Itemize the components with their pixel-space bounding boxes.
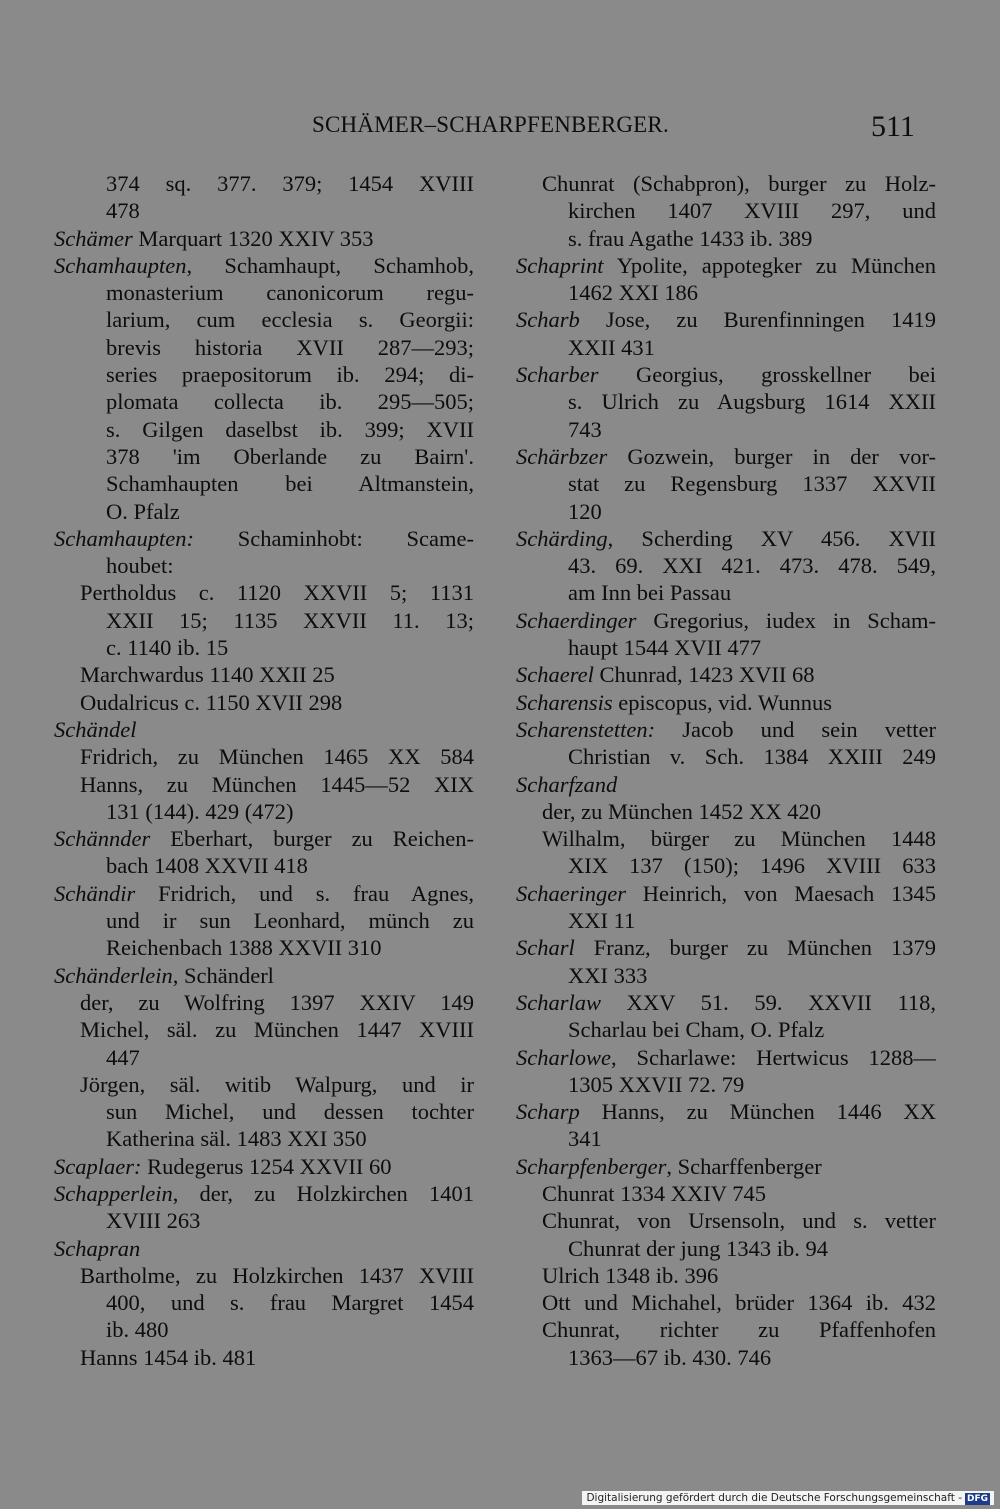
entry-keyword: Schändel (54, 716, 137, 742)
index-line (516, 1071, 936, 1098)
index-line (516, 634, 936, 661)
entry-text: Gozwein, burger in der vor- (607, 443, 936, 469)
index-line (516, 498, 936, 525)
index-line (516, 552, 936, 579)
index-line (54, 1044, 474, 1071)
index-entry (516, 880, 936, 907)
index-line (54, 934, 474, 961)
entry-keyword: Scharlaw (516, 989, 602, 1015)
entry-keyword: Scharl (516, 935, 575, 961)
index-line (516, 1289, 936, 1316)
index-entry (516, 689, 936, 716)
index-line (54, 334, 474, 361)
index-entry (516, 443, 936, 470)
index-line (54, 197, 474, 224)
index-line (54, 798, 474, 825)
index-line (54, 607, 474, 634)
entry-text: Schaminhobt: Scame- (193, 525, 474, 551)
entry-text: XXII 431 (568, 334, 655, 360)
entry-keyword: Scharb (516, 307, 580, 333)
entry-text: plomata collecta ib. 295—505; (106, 389, 474, 415)
entry-text: Jacob und sein vetter (655, 716, 936, 742)
entry-text: 400, und s. frau Margret 1454 (106, 1290, 474, 1316)
index-entry (516, 252, 936, 279)
entry-text: 378 'im Oberlande zu Bairn'. (106, 443, 474, 469)
entry-text: Heinrich, von Maesach 1345 (625, 880, 936, 906)
entry-text: 478 (106, 198, 140, 224)
entry-keyword: Scharenstetten: (516, 716, 656, 742)
entry-keyword: Scharp (516, 1099, 580, 1125)
entry-text: Scharlau bei Cham, O. Pfalz (568, 1017, 825, 1043)
entry-text: der, zu Wolfring 1397 XXIV 149 (80, 989, 474, 1015)
index-line (54, 771, 474, 798)
entry-text: houbet: (106, 553, 174, 579)
entry-keyword: Scharpfenberger (516, 1153, 667, 1179)
entry-text: Ott und Michahel, brüder 1364 ib. 432 (542, 1290, 936, 1316)
entry-text: , Scherding XV 456. XVII (607, 525, 936, 551)
entry-text: haupt 1544 XVII 477 (568, 635, 762, 661)
index-line (516, 470, 936, 497)
index-line (54, 1125, 474, 1152)
entry-text: , Scharffenberger (666, 1153, 822, 1179)
dfg-logo: DFG (966, 1494, 988, 1504)
entry-text: Marquart 1320 XXIV 353 (132, 225, 374, 251)
left-column (54, 170, 474, 1371)
index-line (54, 498, 474, 525)
index-entry (54, 1235, 474, 1262)
index-line (54, 388, 474, 415)
index-line (516, 1262, 936, 1289)
index-line (54, 689, 474, 716)
entry-text: brevis historia XVII 287—293; (106, 334, 474, 360)
entry-text: der, zu München 1452 XX 420 (542, 798, 822, 824)
entry-keyword: Schapran (54, 1235, 141, 1261)
entry-text: , der, zu Holzkirchen 1401 (172, 1180, 474, 1206)
index-line (54, 1071, 474, 1098)
index-line (54, 743, 474, 770)
index-entry (516, 306, 936, 333)
entry-text: Christian v. Sch. 1384 XXIII 249 (568, 744, 936, 770)
entry-text: Pertholdus c. 1120 XXVII 5; 1131 (80, 580, 474, 606)
index-line (516, 1344, 936, 1371)
index-entry (54, 825, 474, 852)
entry-text: Franz, burger zu München 1379 (574, 935, 936, 961)
index-line (516, 197, 936, 224)
entry-text: s. Gilgen daselbst ib. 399; XVII (106, 416, 474, 442)
entry-text: XXV 51. 59. XXVII 118, (601, 989, 936, 1015)
entry-text: Katherina säl. 1483 XXI 350 (106, 1126, 367, 1152)
entry-text: ib. 480 (106, 1317, 169, 1343)
entry-keyword: Schänderlein (54, 962, 173, 988)
index-line (516, 334, 936, 361)
entry-text: kirchen 1407 XVIII 297, und (568, 198, 936, 224)
index-line (516, 388, 936, 415)
entry-text: Chunrat, richter zu Pfaffenhofen (542, 1317, 936, 1343)
entry-text: s. frau Agathe 1433 ib. 389 (568, 225, 813, 251)
index-entry (516, 1098, 936, 1125)
entry-text: 120 (568, 498, 602, 524)
entry-text: Gregorius, iudex in Scham- (636, 607, 936, 633)
right-column (516, 170, 936, 1371)
index-entry (54, 1153, 474, 1180)
index-entry (54, 525, 474, 552)
entry-keyword: Schaeringer (516, 880, 626, 906)
page-header (0, 110, 1000, 150)
entry-text: monasterium canonicorum regu- (106, 280, 474, 306)
index-line (516, 1235, 936, 1262)
entry-text: XXI 11 (568, 908, 636, 934)
entry-text: c. 1140 ib. 15 (106, 635, 229, 661)
index-line (516, 1125, 936, 1152)
entry-keyword: Schapperlein (54, 1180, 173, 1206)
entry-text: Georgius, grosskellner bei (598, 362, 936, 388)
entry-text: bach 1408 XXVII 418 (106, 853, 308, 879)
entry-keyword: Schaprint (516, 252, 604, 278)
entry-text: Oudalricus c. 1150 XVII 298 (80, 689, 343, 715)
entry-keyword: Schännder (54, 826, 151, 852)
entry-keyword: Schärding (516, 525, 608, 551)
entry-keyword: Schamhaupten: (54, 525, 194, 551)
index-line (54, 306, 474, 333)
entry-text: Chunrat 1334 XXIV 745 (542, 1180, 766, 1206)
entry-keyword: Schärbzer (516, 443, 608, 469)
index-line (516, 579, 936, 606)
index-line (54, 1316, 474, 1343)
index-entry (516, 934, 936, 961)
entry-text: 341 (568, 1126, 602, 1152)
entry-text: Hanns, zu München 1445—52 XIX (80, 771, 474, 797)
entry-keyword: Schämer (54, 225, 133, 251)
entry-text: Reichenbach 1388 XXVII 310 (106, 935, 382, 961)
index-entry (516, 607, 936, 634)
entry-text: 1363—67 ib. 430. 746 (568, 1344, 772, 1370)
index-line (54, 416, 474, 443)
entry-keyword: Schamhaupten (54, 252, 187, 278)
entry-text: XIX 137 (150); 1496 XVIII 633 (568, 853, 936, 879)
index-entry (516, 989, 936, 1016)
index-line (516, 962, 936, 989)
entry-text: am Inn bei Passau (568, 580, 732, 606)
index-entry (54, 1180, 474, 1207)
index-line (54, 1207, 474, 1234)
entry-text: Fridrich, und s. frau Agnes, (135, 880, 474, 906)
entry-text: Hanns 1454 ib. 481 (80, 1344, 257, 1370)
index-entry (516, 1153, 936, 1180)
entry-text: 743 (568, 416, 602, 442)
entry-text: series praepositorum ib. 294; di- (106, 362, 474, 388)
index-line (516, 1207, 936, 1234)
index-entry (516, 716, 936, 743)
index-line (516, 225, 936, 252)
index-line (54, 443, 474, 470)
index-entry (516, 361, 936, 388)
index-line (54, 470, 474, 497)
index-entry (516, 1044, 936, 1071)
index-line (516, 170, 936, 197)
footer-credit (582, 1491, 994, 1505)
index-line (54, 634, 474, 661)
index-line (54, 170, 474, 197)
index-line (516, 798, 936, 825)
entry-text: XXI 333 (568, 962, 648, 988)
entry-text: Chunrad, 1423 XVII 68 (593, 662, 815, 688)
entry-text: 1305 XXVII 72. 79 (568, 1071, 745, 1097)
index-entry (516, 661, 936, 688)
entry-text: Michel, säl. zu München 1447 XVIII (80, 1017, 474, 1043)
entry-text: , Scharlawe: Hertwicus 1288— (611, 1044, 936, 1070)
entry-text: Schamhaupten bei Altmanstein, (106, 471, 474, 497)
entry-text: Jose, zu Burenfinningen 1419 (579, 307, 936, 333)
entry-text: 1462 XXI 186 (568, 280, 698, 306)
index-line (516, 1316, 936, 1343)
index-entry (54, 225, 474, 252)
running-title: SCHÄMER–SCHARPFENBERGER. (312, 112, 669, 137)
index-line (54, 552, 474, 579)
index-line (54, 1016, 474, 1043)
index-line (516, 743, 936, 770)
index-entry (54, 252, 474, 279)
entry-text: 374 sq. 377. 379; 1454 XVIII (106, 171, 474, 196)
entry-keyword: Scharensis (516, 689, 613, 715)
index-line (54, 1289, 474, 1316)
entry-keyword: Schändir (54, 880, 136, 906)
page-number: 511 (871, 110, 915, 143)
index-line (54, 907, 474, 934)
entry-text: sun Michel, und dessen tochter (106, 1099, 474, 1125)
entry-text: Rudegerus 1254 XXVII 60 (141, 1153, 392, 1179)
index-line (516, 279, 936, 306)
index-entry (516, 525, 936, 552)
entry-text: Jörgen, säl. witib Walpurg, und ir (80, 1071, 474, 1097)
entry-text: Chunrat, von Ursensoln, und s. vetter (542, 1208, 936, 1234)
entry-text: Eberhart, burger zu Reichen- (150, 826, 474, 852)
entry-text: Chunrat (Schabpron), burger zu Holz- (542, 171, 936, 196)
entry-keyword: Scharfzand (516, 771, 618, 797)
index-line (54, 989, 474, 1016)
footer-text: Digitalisierung gefördert durch die Deutsche Forschungsgemeinschaft - (586, 1492, 962, 1504)
entry-text: Hanns, zu München 1446 XX (579, 1099, 936, 1125)
entry-text: XXII 15; 1135 XXVII 11. 13; (106, 607, 474, 633)
index-line (54, 579, 474, 606)
index-line (516, 907, 936, 934)
entry-text: stat zu Regensburg 1337 XXVII (568, 471, 936, 497)
entry-text: 43. 69. XXI 421. 473. 478. 549, (568, 553, 936, 579)
index-line (54, 1344, 474, 1371)
entry-text: Chunrat der jung 1343 ib. 94 (568, 1235, 828, 1261)
entry-text: Wilhalm, bürger zu München 1448 (542, 826, 936, 852)
index-line (516, 416, 936, 443)
index-line (516, 852, 936, 879)
entry-text: , Schänderl (172, 962, 274, 988)
entry-text: Bartholme, zu Holzkirchen 1437 XVIII (80, 1262, 474, 1288)
index-entry (54, 962, 474, 989)
index-line (54, 1262, 474, 1289)
index-entry (54, 880, 474, 907)
entry-keyword: Schaerel (516, 662, 594, 688)
entry-text: Marchwardus 1140 XXII 25 (80, 662, 335, 688)
entry-text: 131 (144). 429 (472) (106, 798, 294, 824)
entry-text: s. Ulrich zu Augsburg 1614 XXII (568, 389, 936, 415)
index-line (516, 1180, 936, 1207)
entry-text: episcopus, vid. Wunnus (612, 689, 832, 715)
index-entry (54, 716, 474, 743)
entry-text: und ir sun Leonhard, münch zu (106, 908, 474, 934)
entry-text: XVIII 263 (106, 1208, 201, 1234)
index-line (54, 361, 474, 388)
index-line (54, 1098, 474, 1125)
entry-text: 447 (106, 1044, 140, 1070)
entry-text: Fridrich, zu München 1465 XX 584 (80, 744, 474, 770)
index-entry (516, 771, 936, 798)
index-line (54, 661, 474, 688)
entry-text: , Schamhaupt, Schamhob, (186, 252, 474, 278)
index-line (54, 852, 474, 879)
entry-keyword: Schaerdinger (516, 607, 637, 633)
index-line (516, 1016, 936, 1043)
entry-text: Ypolite, appotegker zu München (603, 252, 936, 278)
entry-text: larium, cum ecclesia s. Georgii: (106, 307, 474, 333)
index-line (54, 279, 474, 306)
entry-text: Ulrich 1348 ib. 396 (542, 1262, 719, 1288)
index-line (516, 825, 936, 852)
entry-keyword: Scharber (516, 362, 599, 388)
entry-keyword: Scharlowe (516, 1044, 611, 1070)
entry-keyword: Scaplaer: (54, 1153, 142, 1179)
entry-text: O. Pfalz (106, 498, 180, 524)
